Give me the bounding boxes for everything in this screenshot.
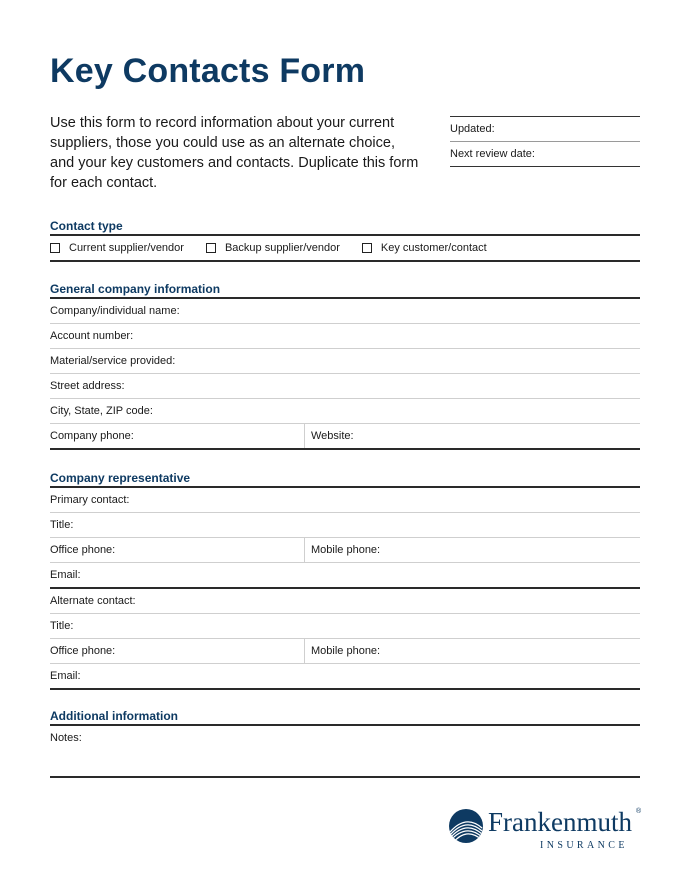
primary-title-field[interactable]: Title: [50, 513, 640, 538]
company-phone-row [50, 424, 640, 448]
contact-type-options [50, 236, 640, 260]
general-info-section [50, 281, 640, 450]
option-key-customer[interactable]: Key customer/contact [362, 242, 487, 254]
alternate-phone-row [50, 639, 640, 664]
primary-mobile-phone-field[interactable]: Mobile phone: [311, 544, 381, 556]
material-service-field[interactable]: Material/service provided: [50, 349, 640, 374]
logo-registered-mark: ® [636, 808, 642, 815]
logo-wordmark: Frankenmuth [488, 807, 632, 837]
city-state-zip-field[interactable]: City, State, ZIP code: [50, 399, 640, 424]
checkbox-backup-supplier[interactable] [206, 243, 216, 253]
alternate-title-field[interactable]: Title: [50, 614, 640, 639]
logo-subtitle: INSURANCE [540, 840, 628, 851]
account-number-field[interactable]: Account number: [50, 324, 640, 349]
company-name-field[interactable]: Company/individual name: [50, 299, 640, 324]
representative-heading: Company representative [50, 471, 191, 485]
alternate-mobile-phone-field[interactable]: Mobile phone: [311, 645, 381, 657]
alternate-office-phone-field[interactable]: Office phone: [50, 639, 305, 663]
checkbox-key-customer[interactable] [362, 243, 372, 253]
contact-type-section [50, 218, 640, 262]
globe-logo-icon [448, 808, 484, 844]
additional-info-section [50, 708, 640, 778]
additional-info-heading: Additional information [50, 709, 178, 723]
checkbox-current-supplier[interactable] [50, 243, 60, 253]
frankenmuth-logo [448, 806, 643, 854]
primary-phone-row [50, 538, 640, 563]
alternate-contact-field[interactable]: Alternate contact: [50, 589, 640, 614]
contact-type-heading: Contact type [50, 219, 123, 233]
alternate-email-field[interactable]: Email: [50, 670, 81, 682]
page-title: Key Contacts Form [50, 52, 366, 90]
date-fields [450, 116, 640, 167]
next-review-field[interactable]: Next review date: [450, 141, 640, 167]
primary-office-phone-field[interactable]: Office phone: [50, 538, 305, 562]
option-backup-supplier[interactable]: Backup supplier/vendor [206, 242, 340, 254]
website-field[interactable]: Website: [311, 430, 354, 442]
intro-text: Use this form to record information about your current suppliers, those you could use as an alternate choice, and your key customers and contacts. Duplicate this form for each contact. [50, 115, 419, 191]
representative-section [50, 470, 640, 690]
general-info-heading: General company information [50, 282, 221, 296]
street-address-field[interactable]: Street address: [50, 374, 640, 399]
primary-contact-field[interactable]: Primary contact: [50, 488, 640, 513]
company-phone-field[interactable]: Company phone: [50, 424, 305, 448]
updated-field[interactable]: Updated: [450, 116, 640, 141]
primary-email-field[interactable]: Email: [50, 563, 640, 589]
option-current-supplier[interactable]: Current supplier/vendor [50, 242, 184, 254]
notes-field[interactable]: Notes: [50, 732, 82, 744]
